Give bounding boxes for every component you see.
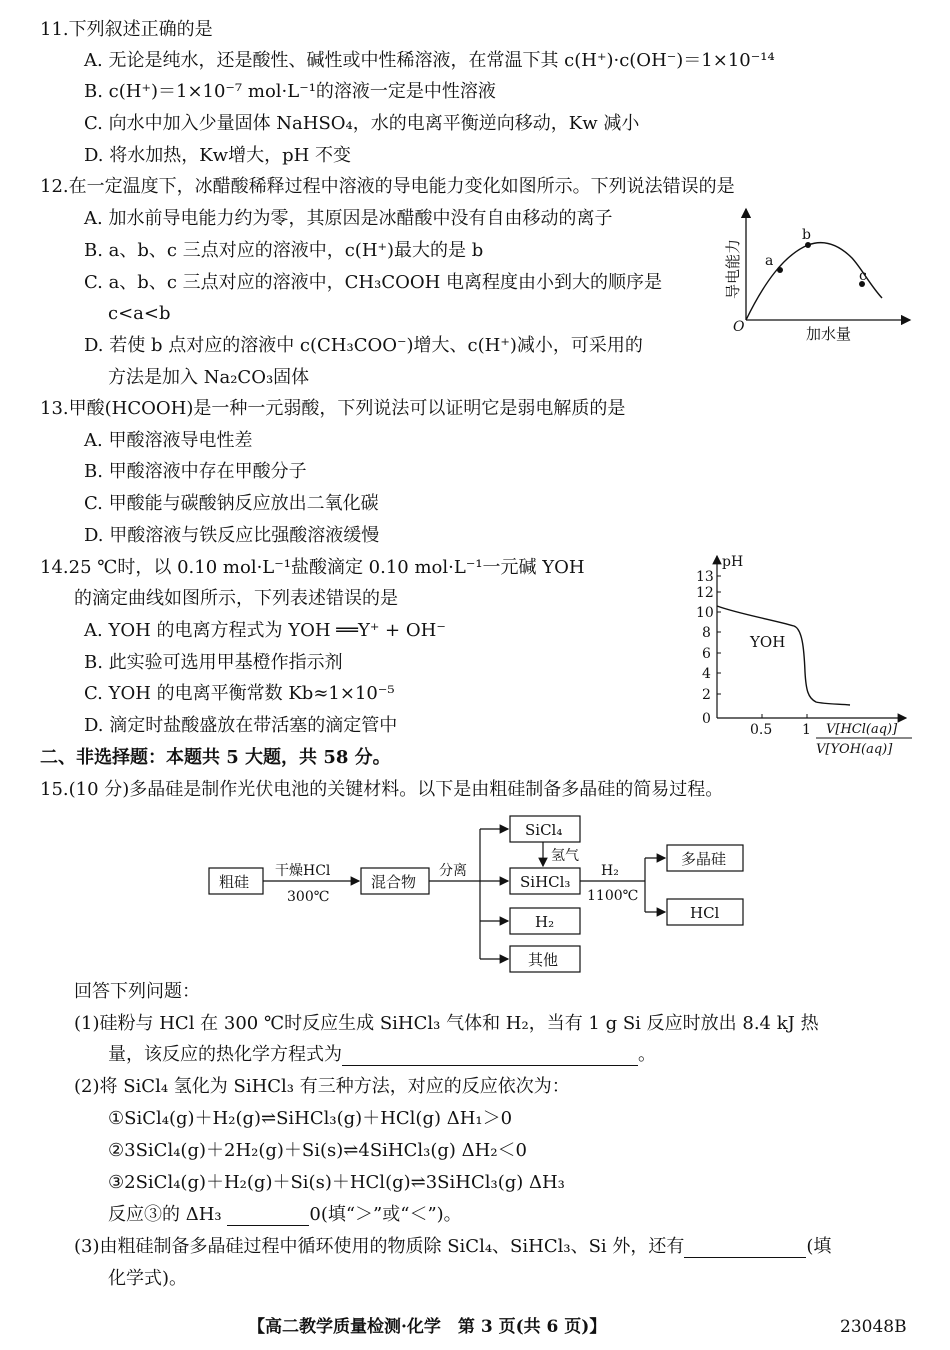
q12-option-d: D. 若使 b 点对应的溶液中 c(CH₃COO⁻)增大、c(H⁺)减小，可采用的 xyxy=(84,335,643,356)
q15-part1-text: 量，该反应的热化学方程式为 xyxy=(108,1044,342,1065)
answer-blank-1[interactable] xyxy=(342,1047,638,1066)
q11-option-c: C. 向水中加入少量固体 NaHSO₄，水的电离平衡逆向移动，Kw 减小 xyxy=(84,113,640,134)
label-b: b xyxy=(802,227,811,243)
x-label-denominator: V[YOH(aq)] xyxy=(816,742,893,757)
x-tick-0.5: 0.5 xyxy=(750,722,773,738)
dry-hcl-label: 干燥HCl xyxy=(275,863,331,879)
other-label: 其他 xyxy=(528,951,559,969)
q14-option-a: A. YOH 的电离方程式为 YOH ══Y⁺ + OH⁻ xyxy=(84,620,446,641)
x-axis-label: 加水量 xyxy=(806,325,852,343)
q15-part3-text: (3)由粗硅制备多晶硅过程中循环使用的物质除 SiCl₄、SiHCl₃、Si 外，还有 xyxy=(74,1236,685,1257)
sicl4-label: SiCl₄ xyxy=(525,821,563,839)
process-flow-diagram xyxy=(195,808,775,978)
titration-curve xyxy=(717,606,850,705)
polysilicon-label: 多晶硅 xyxy=(681,850,727,868)
reaction-2: ②3SiCl₄(g)＋2H₂(g)＋Si(s)⇌4SiHCl₃(g) ΔH₂＜0 xyxy=(108,1140,528,1161)
y-tick-13: 13 xyxy=(696,569,714,585)
q11-option-a: A. 无论是纯水，还是酸性、碱性或中性稀溶液，在常温下其 c(H⁺)·c(OH⁻)＝1×10⁻¹⁴ xyxy=(84,50,775,71)
q15-part3-fill: (填 xyxy=(806,1236,832,1257)
q15-part2-text: 反应③的 ΔH₃ xyxy=(108,1204,222,1225)
q12-option-c-cont: c<a<b xyxy=(108,303,171,324)
origin-label: O xyxy=(733,319,745,335)
footer-code: 23048B xyxy=(840,1317,907,1337)
q12-option-b: B. a、b、c 三点对应的溶液中，c(H⁺)最大的是 b xyxy=(84,240,484,261)
y-tick-8: 8 xyxy=(702,625,711,641)
hcl-label: HCl xyxy=(690,904,720,922)
answer-blank-3[interactable] xyxy=(684,1239,806,1258)
curve-label: YOH xyxy=(750,633,786,651)
crude-silicon-label: 粗硅 xyxy=(219,873,250,891)
conductivity-graph xyxy=(724,203,914,348)
q13-option-b: B. 甲酸溶液中存在甲酸分子 xyxy=(84,461,307,482)
q13-option-a: A. 甲酸溶液导电性差 xyxy=(84,430,253,451)
q15-part1-end: 。 xyxy=(638,1044,656,1065)
q11-option-b: B. c(H⁺)＝1×10⁻⁷ mol·L⁻¹的溶液一定是中性溶液 xyxy=(84,81,496,102)
q13-stem: 13.甲酸(HCOOH)是一种一元弱酸，下列说法可以证明它是弱电解质的是 xyxy=(40,398,626,419)
q14-option-b: B. 此实验可选用甲基橙作指示剂 xyxy=(84,652,343,673)
q14-stem-cont: 的滴定曲线如图所示，下列表述错误的是 xyxy=(74,588,398,609)
reaction-3: ③2SiCl₄(g)＋H₂(g)＋Si(s)＋HCl(g)⇌3SiHCl₃(g) ΔH₃ xyxy=(108,1172,565,1193)
temp-1100-label: 1100℃ xyxy=(587,888,639,904)
separate-label: 分离 xyxy=(439,863,467,879)
q12-option-c: C. a、b、c 三点对应的溶液中，CH₃COOH 电离程度由小到大的顺序是 xyxy=(84,272,663,293)
q11-option-d: D. 将水加热，Kw增大，pH 不变 xyxy=(84,145,352,166)
q13-option-d: D. 甲酸溶液与铁反应比强酸溶液缓慢 xyxy=(84,525,380,546)
point-a xyxy=(777,267,783,273)
y-tick-12: 12 xyxy=(696,585,714,601)
sihcl3-label: SiHCl₃ xyxy=(520,873,571,891)
q13-option-c: C. 甲酸能与碳酸钠反应放出二氧化碳 xyxy=(84,493,379,514)
mixture-label: 混合物 xyxy=(371,873,417,891)
q15-part2-end: 0(填“＞”或“＜”)。 xyxy=(309,1204,462,1225)
q11-stem: 11.下列叙述正确的是 xyxy=(40,19,213,40)
y-tick-4: 4 xyxy=(702,666,711,682)
y-tick-10: 10 xyxy=(696,605,714,621)
q15-stem: 15.(10 分)多晶硅是制作光伏电池的关键材料。以下是由粗硅制备多晶硅的简易过程。 xyxy=(40,779,724,800)
q15-part3-line2: 化学式)。 xyxy=(108,1268,188,1289)
q14-option-c: C. YOH 的电离平衡常数 Kb≈1×10⁻⁵ xyxy=(84,683,395,704)
q14-option-d: D. 滴定时盐酸盛放在带活塞的滴定管中 xyxy=(84,715,398,736)
label-c: c xyxy=(859,268,867,284)
q14-stem: 14.25 ℃时，以 0.10 mol·L⁻¹盐酸滴定 0.10 mol·L⁻¹一元碱 YOH xyxy=(40,557,585,578)
titration-curve-graph xyxy=(694,552,916,762)
x-label-numerator: V[HCl(aq)] xyxy=(826,722,898,737)
section-heading: 二、非选择题：本题共 5 大题，共 58 分。 xyxy=(40,747,391,768)
y-tick-2: 2 xyxy=(702,687,711,703)
q15-part2-question xyxy=(108,1204,462,1226)
q15-intro: 回答下列问题： xyxy=(74,981,200,1002)
q12-option-d-cont: 方法是加入 Na₂CO₃固体 xyxy=(108,367,310,388)
y-axis-label: pH xyxy=(722,554,744,570)
footer-title: 【高二教学质量检测·化学 第 3 页(共 6 页)】 xyxy=(248,1317,607,1337)
x-tick-1: 1 xyxy=(802,722,811,738)
y-axis-label: 导电能力 xyxy=(724,238,742,299)
hydrogen-label: 氢气 xyxy=(551,848,579,864)
q15-part1-line1: (1)硅粉与 HCl 在 300 ℃时反应生成 SiHCl₃ 气体和 H₂，当有 1 g Si 反应时放出 8.4 kJ 热 xyxy=(74,1013,819,1034)
q15-part2-stem: (2)将 SiCl₄ 氢化为 SiHCl₃ 有三种方法，对应的反应依次为： xyxy=(74,1076,570,1097)
y-tick-6: 6 xyxy=(702,646,711,662)
h2-label: H₂ xyxy=(535,913,555,931)
label-a: a xyxy=(765,253,774,269)
q15-part1-line2 xyxy=(108,1044,656,1066)
answer-blank-2[interactable] xyxy=(227,1207,309,1226)
h2-reagent-label: H₂ xyxy=(601,863,619,879)
q12-stem: 12.在一定温度下，冰醋酸稀释过程中溶液的导电能力变化如图所示。下列说法错误的是 xyxy=(40,176,735,197)
q12-option-a: A. 加水前导电能力约为零，其原因是冰醋酸中没有自由移动的离子 xyxy=(84,208,613,229)
y-tick-0: 0 xyxy=(702,711,711,727)
temp-300-label: 300℃ xyxy=(287,889,330,905)
reaction-1: ①SiCl₄(g)＋H₂(g)⇌SiHCl₃(g)＋HCl(g) ΔH₁＞0 xyxy=(108,1108,513,1129)
q15-part3-line1 xyxy=(74,1236,831,1258)
